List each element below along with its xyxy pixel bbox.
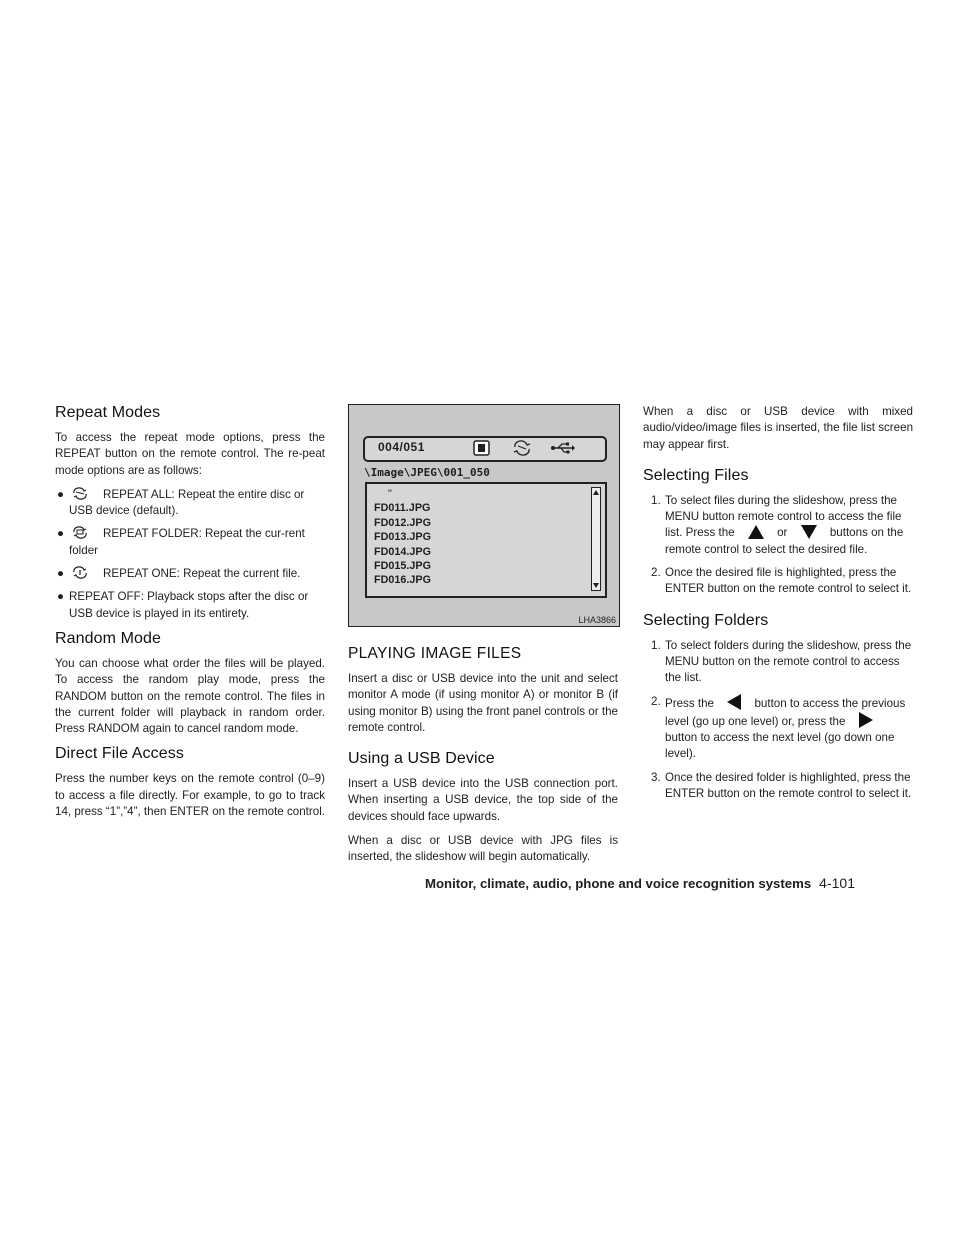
- figure-code: LHA3866: [578, 615, 616, 625]
- list-item: 2. Press the button to access the previous level (go up one level) or, press the button to access the next level (go down one level).: [651, 694, 906, 761]
- list-item[interactable]: FD015.JPG: [374, 560, 432, 573]
- random-mode-text: You can choose what order the files will be played. To access the random play mode, press the RANDOM button on the remote control. The files in the current folder will playback in random order. Press RANDOM again to cancel random mode.: [55, 656, 325, 736]
- selecting-files-steps: [643, 493, 913, 598]
- selecting-folders-heading: Selecting Folders: [643, 611, 769, 629]
- selecting-files-heading: Selecting Files: [643, 466, 749, 484]
- playing-image-files-text: Insert a disc or USB device into the unit and select monitor A mode (if using monitor A) or monitor B (if using monitor B) using the front panel controls or the remote control.: [348, 672, 618, 734]
- list-item: ● REPEAT ONE: Repeat the current file.: [57, 567, 301, 581]
- repeat-icon: [511, 440, 533, 456]
- list-item: 2. Once the desired file is highlighted, press the ENTER button on the remote control to select it.: [651, 566, 912, 596]
- using-usb-device-heading: Using a USB Device: [348, 750, 495, 768]
- direct-file-access-heading: Direct File Access: [55, 745, 184, 763]
- column-left: [55, 404, 325, 828]
- column-right: [643, 404, 913, 810]
- section-title: Monitor, climate, audio, phone and voice recognition systems: [425, 876, 812, 891]
- file-list[interactable]: [365, 482, 607, 598]
- repeat-one-icon: [71, 566, 89, 579]
- page-number: 4-101: [819, 875, 855, 891]
- up-level-marker[interactable]: ": [388, 488, 392, 500]
- page-footer: [425, 875, 855, 891]
- up-arrow-icon: [748, 525, 764, 539]
- folder-path: \Image\JPEG\001_050: [364, 466, 490, 479]
- list-item: ● REPEAT ALL: Repeat the entire disc or USB device (default).: [57, 487, 305, 518]
- list-item: ● REPEAT FOLDER: Repeat the cur-rent folder: [57, 527, 305, 557]
- list-item[interactable]: FD016.JPG: [374, 574, 432, 587]
- using-usb-device-text-2: When a disc or USB device with JPG files is inserted, the slideshow will begin automatically.: [348, 834, 618, 864]
- list-item[interactable]: FD011.JPG: [374, 502, 431, 515]
- repeat-modes-heading: Repeat Modes: [55, 404, 161, 421]
- list-item[interactable]: FD014.JPG: [374, 545, 432, 558]
- file-counter: 004/051: [378, 440, 425, 454]
- usb-icon: [550, 441, 576, 455]
- list-item: 1. To select files during the slideshow, press the MENU button remote control to access the file list. Press the or buttons on the remote control to select the desired file.: [651, 493, 904, 556]
- list-item[interactable]: FD012.JPG: [374, 516, 432, 529]
- repeat-mode-list: [55, 487, 325, 622]
- playing-image-files-heading: PLAYING IMAGE FILES: [348, 645, 522, 662]
- repeat-all-icon: [71, 487, 89, 500]
- scroll-up-icon[interactable]: [593, 489, 599, 495]
- repeat-folder-icon: [71, 526, 89, 539]
- left-arrow-icon: [727, 694, 741, 710]
- direct-file-access-text: Press the number keys on the remote control (0–9) to access a file directly. For example, to go to track 14, press “1”,”4”, then ENTER on the remote control.: [55, 772, 325, 819]
- selecting-folders-steps: [643, 638, 913, 803]
- status-bar: [363, 436, 607, 462]
- list-item: ● REPEAT OFF: Playback stops after the disc or USB device is played in its entirety.: [57, 590, 309, 620]
- stop-icon: [473, 440, 490, 456]
- list-item: 1. To select folders during the slideshow, press the MENU button on the remote control to access the list.: [651, 638, 912, 685]
- list-item[interactable]: FD013.JPG: [374, 531, 432, 544]
- scrollbar[interactable]: [591, 487, 601, 591]
- scroll-down-icon[interactable]: [593, 583, 599, 589]
- repeat-modes-intro: To access the repeat mode options, press the REPEAT button on the remote control. The re-peat mode options are as follows:: [55, 431, 325, 477]
- column-middle: [348, 404, 618, 874]
- random-mode-heading: Random Mode: [55, 629, 162, 647]
- mixed-files-text: When a disc or USB device with mixed audio/video/image files is inserted, the file list screen may appear first.: [643, 405, 914, 451]
- list-item: 3. Once the desired folder is highlighted, press the ENTER button on the remote control to select it.: [651, 770, 912, 801]
- down-arrow-icon: [801, 525, 817, 539]
- right-arrow-icon: [859, 712, 873, 728]
- using-usb-device-text-1: Insert a USB device into the USB connection port. When inserting a USB device, the top side of the devices should face upwards.: [348, 777, 618, 823]
- file-list-screen-illustration: [348, 404, 620, 627]
